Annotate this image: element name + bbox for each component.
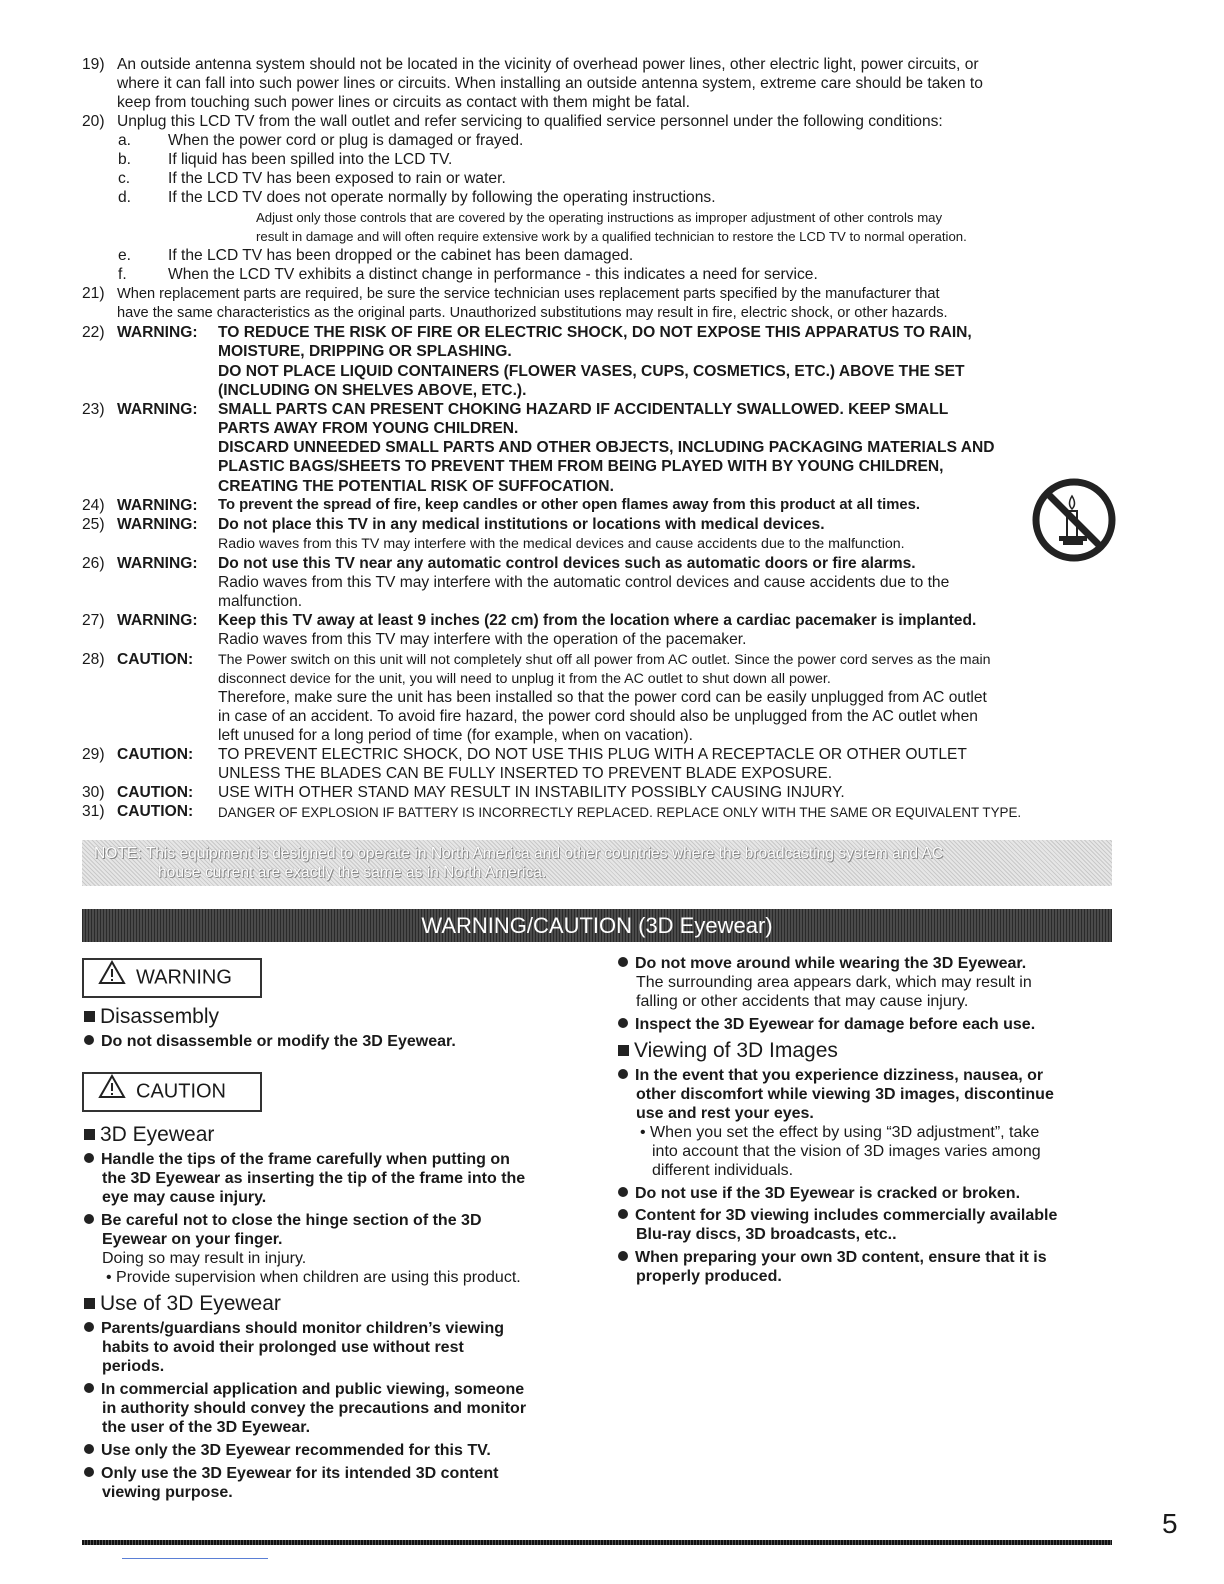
bullet-item: Be careful not to close the hinge section of the 3D bbox=[84, 1211, 482, 1230]
item-number: 21) bbox=[82, 285, 105, 302]
bullet-item: Do not disassemble or modify the 3D Eyewear. bbox=[84, 1032, 456, 1051]
section-header bbox=[82, 909, 1112, 942]
sub-text: If the LCD TV has been dropped or the cabinet has been damaged. bbox=[168, 247, 634, 264]
item-number: 29) bbox=[82, 746, 105, 763]
round-bullet-icon bbox=[84, 1444, 94, 1454]
footer-divider bbox=[122, 1558, 268, 1559]
bullet-item-cont: other discomfort while viewing 3D images, discontinue bbox=[636, 1086, 1054, 1103]
item-text: DISCARD UNNEEDED SMALL PARTS AND OTHER OBJECTS, INCLUDING PACKAGING MATERIALS AND bbox=[218, 439, 995, 456]
warning-label: WARNING: bbox=[117, 324, 198, 341]
bullet-item-cont: viewing purpose. bbox=[102, 1484, 233, 1501]
item-text: To prevent the spread of fire, keep candles or other open flames away from this product at all times. bbox=[218, 497, 920, 513]
round-bullet-icon bbox=[84, 1153, 94, 1163]
item-number: 31) bbox=[82, 803, 105, 820]
round-bullet-icon bbox=[84, 1035, 94, 1045]
item-text: where it can fall into such power lines or circuits. When installing an outside antenna system, extreme care should be taken to bbox=[117, 75, 983, 92]
item-subtext: Radio waves from this TV may interfere with the medical devices and cause accidents due to the malfunction. bbox=[218, 536, 905, 552]
item-text: left unused for a long period of time (for example, when on vacation). bbox=[218, 727, 694, 744]
warning-label: WARNING: bbox=[117, 555, 198, 572]
sub-letter: f. bbox=[118, 266, 127, 283]
sub-text: When the power cord or plug is damaged or frayed. bbox=[168, 132, 524, 149]
bullet-item: Parents/guardians should monitor children’s viewing bbox=[84, 1319, 504, 1338]
item-text: keep from touching such power lines or circuits as contact with them might be fatal. bbox=[117, 94, 690, 111]
item-text: Keep this TV away at least 9 inches (22 cm) from the location where a cardiac pacemaker is implanted. bbox=[218, 612, 977, 629]
item-text: CREATING THE POTENTIAL RISK OF SUFFOCATION. bbox=[218, 478, 614, 495]
item-text: SMALL PARTS CAN PRESENT CHOKING HAZARD IF ACCIDENTALLY SWALLOWED. KEEP SMALL bbox=[218, 401, 949, 418]
caution-box bbox=[82, 1072, 262, 1112]
square-bullet-icon bbox=[84, 1011, 95, 1022]
item-text: Do not place this TV in any medical institutions or locations with medical devices. bbox=[218, 516, 825, 533]
item-number: 20) bbox=[82, 113, 105, 130]
sub-letter: a. bbox=[118, 132, 132, 149]
item-text: When replacement parts are required, be sure the service technician uses replacement parts specified by the manufacturer that bbox=[117, 286, 940, 302]
bullet-item: In commercial application and public viewing, someone bbox=[84, 1380, 524, 1399]
sub-note: result in damage and will often require extensive work by a qualified technician to restore the LCD TV to normal operation. bbox=[256, 229, 967, 244]
square-bullet-icon bbox=[618, 1045, 629, 1056]
plain-text: Doing so may result in injury. bbox=[102, 1250, 307, 1267]
page-number: 5 bbox=[1162, 1508, 1178, 1539]
disassembly-heading: Disassembly bbox=[84, 1005, 219, 1029]
item-number: 19) bbox=[82, 56, 105, 73]
item-text: have the same characteristics as the original parts. Unauthorized substitutions may result in fire, electric shock, or other hazards. bbox=[117, 305, 948, 321]
bullet-item-cont: Blu-ray discs, 3D broadcasts, etc.. bbox=[636, 1226, 897, 1243]
round-bullet-icon bbox=[84, 1322, 94, 1332]
item-subtext: Radio waves from this TV may interfere with the automatic control devices and cause accidents due to the bbox=[218, 574, 950, 591]
item-text: The Power switch on this unit will not completely shut off all power from AC outlet. Since the power cord serves as the main bbox=[218, 652, 991, 668]
round-bullet-icon bbox=[84, 1214, 94, 1224]
sub-letter: d. bbox=[118, 189, 132, 206]
item-text: DANGER OF EXPLOSION IF BATTERY IS INCORRECTLY REPLACED. REPLACE ONLY WITH THE SAME OR EQUIVALENT TYPE. bbox=[218, 805, 1022, 820]
viewing-heading: Viewing of 3D Images bbox=[618, 1039, 838, 1063]
item-number: 28) bbox=[82, 651, 105, 668]
eyewear-heading: 3D Eyewear bbox=[84, 1123, 214, 1147]
warning-label: WARNING: bbox=[117, 401, 198, 418]
bullet-item: Content for 3D viewing includes commercially available bbox=[618, 1206, 1057, 1225]
item-text: UNLESS THE BLADES CAN BE FULLY INSERTED TO PREVENT BLADE EXPOSURE. bbox=[218, 765, 833, 782]
bottom-rule bbox=[82, 1540, 1112, 1545]
note-text: house current are exactly the same as in North America. bbox=[158, 864, 547, 881]
round-bullet-icon bbox=[84, 1383, 94, 1393]
sub-letter: e. bbox=[118, 247, 132, 264]
warning-box-label: WARNING bbox=[136, 966, 232, 989]
item-text: in case of an accident. To avoid fire hazard, the power cord should also be unplugged from the AC outlet when bbox=[218, 708, 978, 725]
bullet-item-cont: periods. bbox=[102, 1358, 165, 1375]
item-number: 25) bbox=[82, 516, 105, 533]
bullet-item: Do not move around while wearing the 3D Eyewear. bbox=[618, 954, 1026, 973]
sub-letter: b. bbox=[118, 151, 132, 168]
caution-label: CAUTION: bbox=[117, 651, 194, 668]
item-subtext: malfunction. bbox=[218, 593, 303, 610]
round-bullet-icon bbox=[618, 1069, 628, 1079]
no-candle-icon bbox=[1032, 478, 1116, 562]
item-text: TO PREVENT ELECTRIC SHOCK, DO NOT USE THIS PLUG WITH A RECEPTACLE OR OTHER OUTLET bbox=[218, 746, 967, 763]
bullet-item-cont: the 3D Eyewear as inserting the tip of the frame into the bbox=[102, 1170, 526, 1187]
round-bullet-icon bbox=[618, 1018, 628, 1028]
sub-note: Adjust only those controls that are covered by the operating instructions as improper adjustment of other controls may bbox=[256, 210, 943, 225]
bullet-item: Do not use if the 3D Eyewear is cracked or broken. bbox=[618, 1184, 1020, 1203]
item-number: 24) bbox=[82, 497, 105, 514]
item-text: TO REDUCE THE RISK OF FIRE OR ELECTRIC SHOCK, DO NOT EXPOSE THIS APPARATUS TO RAIN, bbox=[218, 324, 972, 341]
item-number: 27) bbox=[82, 612, 105, 629]
item-text: DO NOT PLACE LIQUID CONTAINERS (FLOWER VASES, CUPS, COSMETICS, ETC.) ABOVE THE SET bbox=[218, 363, 965, 380]
item-text: Do not use this TV near any automatic control devices such as automatic doors or fire alarms. bbox=[218, 555, 916, 572]
item-text: disconnect device for the unit, you will need to unplug it from the AC outlet to shut down all power. bbox=[218, 671, 831, 687]
square-bullet-icon bbox=[84, 1129, 95, 1140]
section-title: WARNING/CAUTION (3D Eyewear) bbox=[421, 913, 773, 938]
bullet-item-cont: the user of the 3D Eyewear. bbox=[102, 1419, 311, 1436]
sub-letter: c. bbox=[118, 170, 131, 187]
sub-text: If liquid has been spilled into the LCD TV. bbox=[168, 151, 453, 168]
item-text: Unplug this LCD TV from the wall outlet and refer servicing to qualified service personnel under the following conditions: bbox=[117, 113, 943, 130]
item-text: PARTS AWAY FROM YOUNG CHILDREN. bbox=[218, 420, 519, 437]
bullet-item-cont: eye may cause injury. bbox=[102, 1189, 267, 1206]
note-text: NOTE: This equipment is designed to operate in North America and other countries where the broadcasting system and AC bbox=[94, 845, 944, 862]
item-number: 30) bbox=[82, 784, 105, 801]
square-bullet-icon bbox=[84, 1298, 95, 1309]
round-bullet-icon bbox=[618, 1187, 628, 1197]
bullet-item-cont: properly produced. bbox=[636, 1268, 782, 1285]
dot-item-cont: different individuals. bbox=[652, 1162, 794, 1179]
warning-triangle-icon bbox=[98, 1074, 126, 1110]
round-bullet-icon bbox=[84, 1467, 94, 1477]
round-bullet-icon bbox=[618, 957, 628, 967]
bullet-item: Use only the 3D Eyewear recommended for this TV. bbox=[84, 1441, 491, 1460]
round-bullet-icon bbox=[618, 1251, 628, 1261]
caution-label: CAUTION: bbox=[117, 784, 194, 801]
bullet-item-cont: habits to avoid their prolonged use without rest bbox=[102, 1339, 464, 1356]
item-text: USE WITH OTHER STAND MAY RESULT IN INSTABILITY POSSIBLY CAUSING INJURY. bbox=[218, 784, 845, 801]
item-number: 26) bbox=[82, 555, 105, 572]
caution-label: CAUTION: bbox=[117, 803, 194, 820]
bullet-item: In the event that you experience dizziness, nausea, or bbox=[618, 1066, 1043, 1085]
sub-text: If the LCD TV has been exposed to rain or water. bbox=[168, 170, 506, 187]
bullet-item-cont: Eyewear on your finger. bbox=[102, 1231, 283, 1248]
dot-item: • Provide supervision when children are using this product. bbox=[106, 1269, 521, 1286]
dot-item: • When you set the effect by using “3D adjustment”, take bbox=[640, 1124, 1040, 1141]
warning-label: WARNING: bbox=[117, 516, 198, 533]
item-number: 22) bbox=[82, 324, 105, 341]
bullet-item-cont: use and rest your eyes. bbox=[636, 1105, 814, 1122]
item-text: Therefore, make sure the unit has been installed so that the power cord can be easily unplugged from AC outlet bbox=[218, 689, 987, 706]
plain-text: The surrounding area appears dark, which may result in bbox=[636, 974, 1032, 991]
bullet-item: Inspect the 3D Eyewear for damage before each use. bbox=[618, 1015, 1035, 1034]
bullet-item: Handle the tips of the frame carefully when putting on bbox=[84, 1150, 510, 1169]
plain-text: falling or other accidents that may cause injury. bbox=[636, 993, 969, 1010]
caution-label: CAUTION: bbox=[117, 746, 194, 763]
item-number: 23) bbox=[82, 401, 105, 418]
bullet-item: When preparing your own 3D content, ensure that it is bbox=[618, 1248, 1047, 1267]
sub-text: When the LCD TV exhibits a distinct change in performance - this indicates a need for service. bbox=[168, 266, 818, 283]
item-text: PLASTIC BAGS/SHEETS TO PREVENT THEM FROM BEING PLAYED WITH BY YOUNG CHILDREN, bbox=[218, 458, 944, 475]
warning-triangle-icon bbox=[98, 960, 126, 996]
dot-item-cont: into account that the vision of 3D images varies among bbox=[652, 1143, 1041, 1160]
warning-label: WARNING: bbox=[117, 612, 198, 629]
warning-box bbox=[82, 958, 262, 998]
bullet-item: Only use the 3D Eyewear for its intended 3D content bbox=[84, 1464, 498, 1483]
caution-box-label: CAUTION bbox=[136, 1080, 226, 1103]
use-heading: Use of 3D Eyewear bbox=[84, 1292, 281, 1316]
item-text: MOISTURE, DRIPPING OR SPLASHING. bbox=[218, 343, 512, 360]
note-banner bbox=[82, 840, 1112, 886]
bullet-item-cont: in authority should convey the precautions and monitor bbox=[102, 1400, 527, 1417]
item-subtext: Radio waves from this TV may interfere with the operation of the pacemaker. bbox=[218, 631, 747, 648]
item-text: (INCLUDING ON SHELVES ABOVE, ETC.). bbox=[218, 382, 527, 399]
item-text: An outside antenna system should not be located in the vicinity of overhead power lines, other electric light, power circuits, or bbox=[117, 56, 979, 73]
round-bullet-icon bbox=[618, 1209, 628, 1219]
warning-label: WARNING: bbox=[117, 497, 198, 514]
sub-text: If the LCD TV does not operate normally by following the operating instructions. bbox=[168, 189, 716, 206]
